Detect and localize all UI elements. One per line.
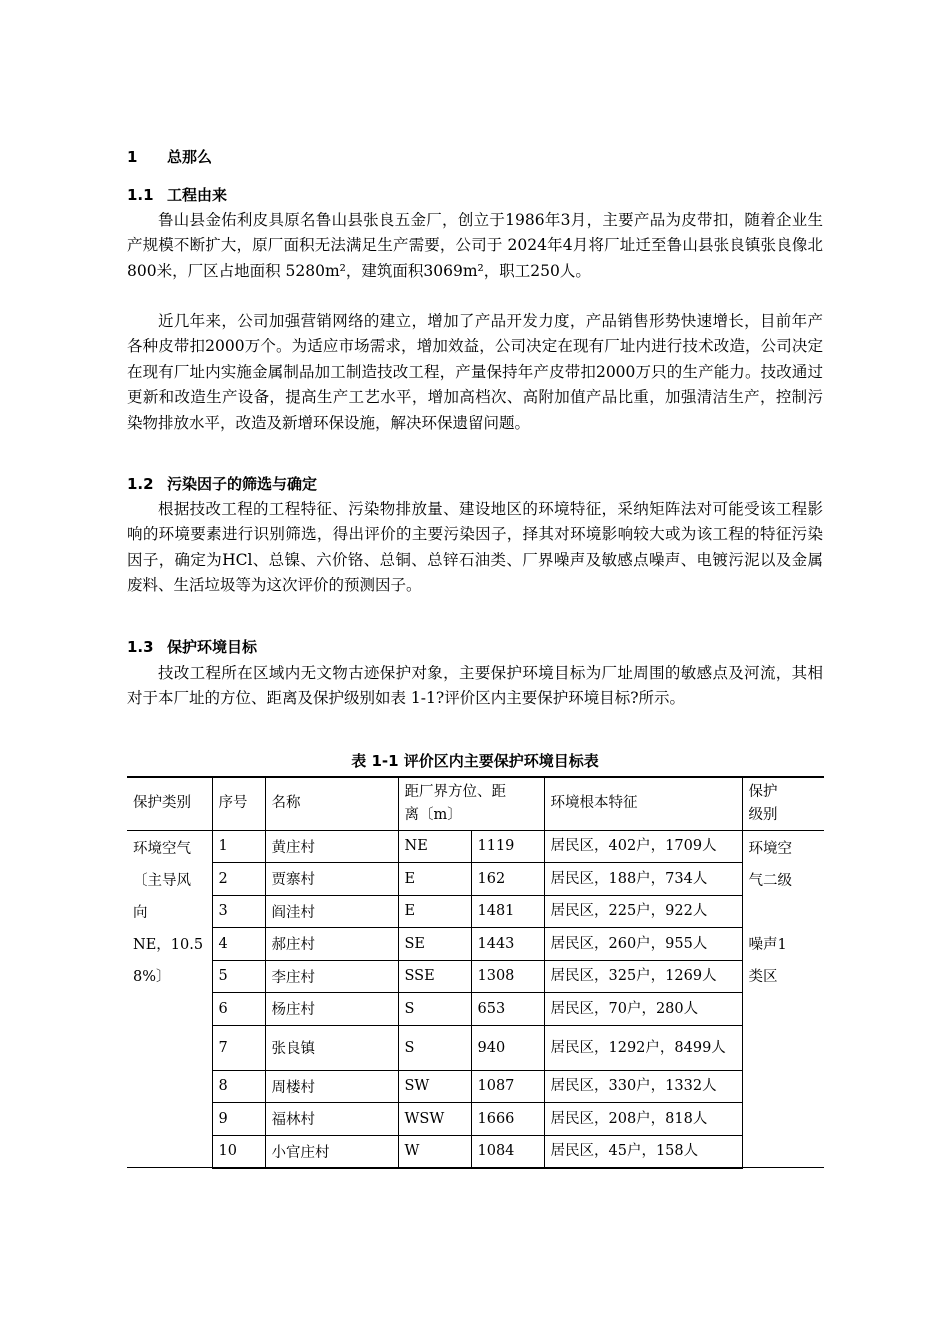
cell-direction: S: [398, 1025, 471, 1070]
section-number: 1: [127, 148, 138, 166]
cell-feature: 居民区，330户，1332人: [544, 1070, 742, 1103]
cell-direction: SE: [398, 928, 471, 961]
paragraph-origin-1: 鲁山县金佑利皮具原名鲁山县张良五金厂，创立于1986年3月，主要产品为皮带扣，随着企业生产规模不断扩大，原厂面积无法满足生产需要，公司于 2024年4月将厂址迁至鲁山县张良镇张良像北800米，厂区占地面积 5280m²，建筑面积3069m²，职工250人。: [127, 211, 823, 280]
section-heading: [127, 146, 212, 167]
cell-no: 1: [212, 830, 265, 863]
table-row: [127, 1135, 824, 1168]
level-line: 气二级: [748, 872, 792, 889]
table-caption: 表 1-1 评价区内主要保护环境目标表: [351, 752, 599, 770]
header-no: 序号: [212, 777, 265, 830]
cell-distance: 1308: [471, 960, 544, 993]
cell-distance: 940: [471, 1025, 544, 1070]
level-line: 环境空: [748, 840, 792, 857]
cell-name: 郝庄村: [265, 928, 398, 961]
cell-name: 黄庄村: [265, 830, 398, 863]
subsection-heading-1-3: [127, 636, 257, 657]
cell-no: 7: [212, 1025, 265, 1070]
cell-name: 阎洼村: [265, 895, 398, 928]
cell-feature: 居民区，225户，922人: [544, 895, 742, 928]
cell-no: 10: [212, 1135, 265, 1168]
protection-target-table: [127, 776, 824, 1169]
cell-direction: E: [398, 895, 471, 928]
category-line: 向: [133, 904, 148, 921]
paragraph-origin-2: 近几年来，公司加强营销网络的建立，增加了产品开发力度，产品销售形势快速增长，目前年产各种皮带扣2000万个。为适应市场需求，增加效益，公司决定在现有厂址内进行技术改造，公司决定在现有厂址内实施金属制品加工制造技改工程，产量保持年产皮带扣2000万只的生产能力。技改通过更新和改造生产设备，提高生产工艺水平，增加高档次、高附加值产品比重，加强清洁生产，控制污染物排放水平，改造及新增环保设施，解决环保遗留问题。: [127, 312, 823, 432]
table-row: [127, 1025, 824, 1070]
level-cell: [742, 830, 824, 1168]
paragraph-pollutants: 根据技改工程的工程特征、污染物排放量、建设地区的环境特征，采纳矩阵法对可能受该工程影响的环境要素进行识别筛选，得出评价的主要污染因子，择其对环境影响较大或为该工程的特征污染因子，确定为HCl、总镍、六价铬、总铜、总锌石油类、厂界噪声及敏感点噪声、电镀污泥以及金属废料、生活垃圾等为这次评价的预测因子。: [127, 500, 823, 595]
cell-feature: 居民区，188户，734人: [544, 863, 742, 896]
cell-feature: 居民区，402户，1709人: [544, 830, 742, 863]
cell-feature: 居民区，260户，955人: [544, 928, 742, 961]
table-row: [127, 928, 824, 961]
header-level-line1: 保护: [748, 783, 778, 800]
table-row: [127, 895, 824, 928]
subsection-number: 1.3: [127, 638, 154, 656]
cell-direction: WSW: [398, 1103, 471, 1136]
subsection-heading-1-1: [127, 184, 227, 205]
cell-distance: 162: [471, 863, 544, 896]
cell-name: 张良镇: [265, 1025, 398, 1070]
subsection-title: 污染因子的筛选与确定: [167, 475, 318, 493]
level-line: 类区: [748, 968, 778, 985]
cell-direction: NE: [398, 830, 471, 863]
cell-distance: 653: [471, 993, 544, 1026]
header-distance: [398, 777, 544, 830]
subsection-number: 1.2: [127, 475, 154, 493]
cell-no: 4: [212, 928, 265, 961]
cell-distance: 1087: [471, 1070, 544, 1103]
cell-name: 杨庄村: [265, 993, 398, 1026]
table-row: [127, 993, 824, 1026]
cell-no: 5: [212, 960, 265, 993]
subsection-title: 保护环境目标: [167, 638, 258, 656]
cell-name: 周楼村: [265, 1070, 398, 1103]
cell-direction: W: [398, 1135, 471, 1168]
table-row: [127, 960, 824, 993]
level-line-spacer: [749, 897, 819, 929]
subsection-title: 工程由来: [167, 186, 228, 204]
header-category: 保护类别: [127, 777, 212, 830]
cell-no: 3: [212, 895, 265, 928]
table-row: [127, 830, 824, 863]
level-line: 噪声1: [748, 936, 787, 953]
section-title: 总那么: [167, 148, 213, 166]
paragraph-protection: 技改工程所在区域内无文物古迹保护对象，主要保护环境目标为厂址周围的敏感点及河流，其相对于本厂址的方位、距离及保护级别如表 1-1?评价区内主要保护环境目标?所示。: [127, 664, 823, 708]
header-feature: 环境根本特征: [544, 777, 742, 830]
header-level: [742, 777, 824, 830]
cell-no: 2: [212, 863, 265, 896]
cell-direction: S: [398, 993, 471, 1026]
header-level-line2: 级别: [748, 806, 778, 823]
cell-distance: 1481: [471, 895, 544, 928]
subsection-number: 1.1: [127, 186, 154, 204]
cell-feature: 居民区，45户，158人: [544, 1135, 742, 1168]
cell-direction: E: [398, 863, 471, 896]
cell-direction: SSE: [398, 960, 471, 993]
table-row: [127, 1103, 824, 1136]
category-cell: [127, 830, 212, 1168]
table-row: [127, 863, 824, 896]
category-line: 环境空气: [133, 840, 191, 857]
cell-no: 9: [212, 1103, 265, 1136]
cell-distance: 1666: [471, 1103, 544, 1136]
header-name: 名称: [265, 777, 398, 830]
cell-distance: 1119: [471, 830, 544, 863]
category-line: NE，10.5: [133, 936, 204, 953]
cell-direction: SW: [398, 1070, 471, 1103]
cell-name: 福林村: [265, 1103, 398, 1136]
cell-feature: 居民区，1292户，8499人: [544, 1025, 742, 1070]
cell-name: 李庄村: [265, 960, 398, 993]
cell-feature: 居民区，325户，1269人: [544, 960, 742, 993]
cell-distance: 1443: [471, 928, 544, 961]
table-header-row: [127, 777, 824, 830]
cell-no: 6: [212, 993, 265, 1026]
cell-feature: 居民区，208户，818人: [544, 1103, 742, 1136]
cell-no: 8: [212, 1070, 265, 1103]
header-distance-line2: 离〔m〕: [404, 806, 462, 823]
category-line: 〔主导风: [133, 872, 191, 889]
table-row: [127, 1070, 824, 1103]
header-distance-line1: 距厂界方位、距: [404, 783, 506, 800]
cell-name: 小官庄村: [265, 1135, 398, 1168]
cell-feature: 居民区，70户，280人: [544, 993, 742, 1026]
subsection-heading-1-2: [127, 473, 317, 494]
category-line: 8%〕: [133, 968, 171, 985]
cell-distance: 1084: [471, 1135, 544, 1168]
cell-name: 贾寨村: [265, 863, 398, 896]
